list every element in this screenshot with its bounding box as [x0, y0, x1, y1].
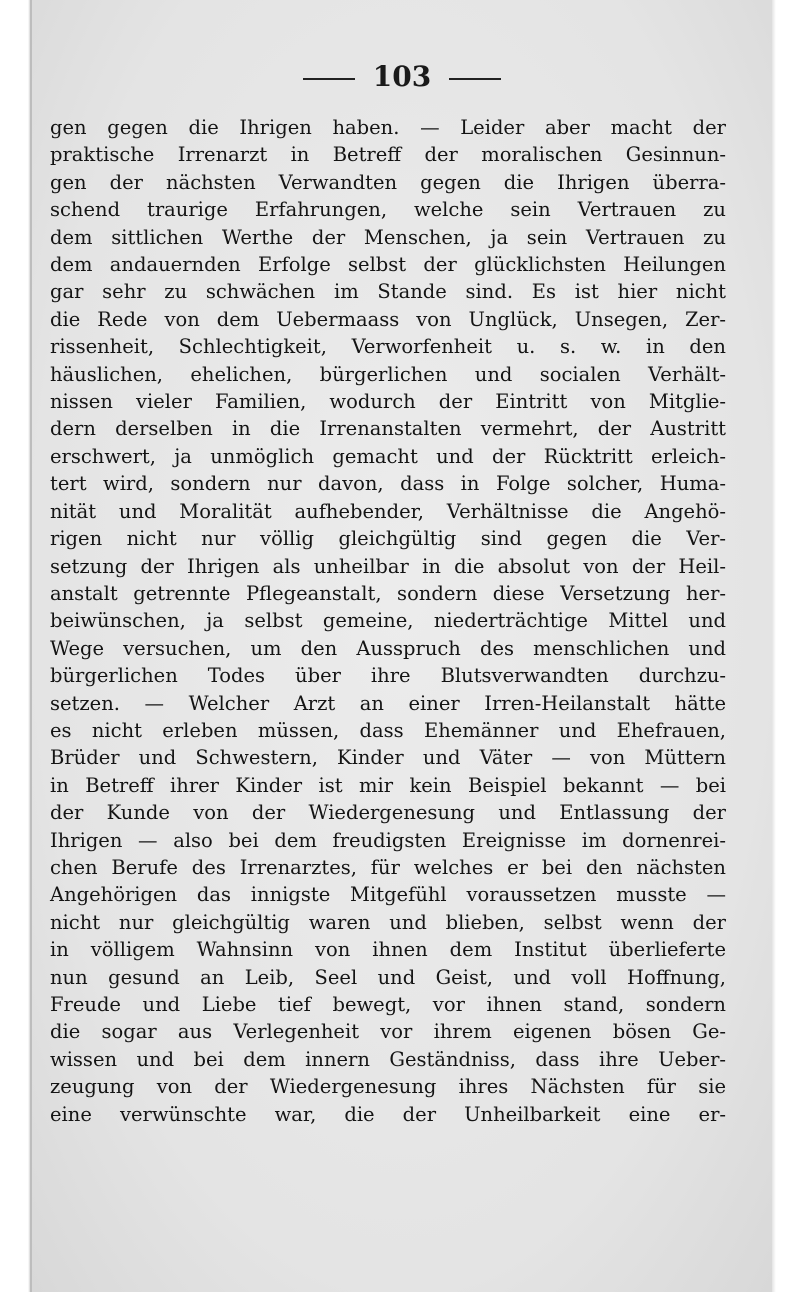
text-line: schend traurige Erfahrungen, welche sein Vertrauen zu: [50, 198, 726, 222]
text-line: die Rede von dem Uebermaass von Unglück, Unsegen, Zer-: [50, 307, 726, 331]
text-line: der Kunde von der Wiedergenesung und Entlassung der: [50, 801, 726, 825]
text-line: Ihrigen — also bei dem freudigsten Ereignisse im dornenrei-: [50, 828, 726, 852]
text-line: bürgerlichen Todes über ihre Blutsverwandten durchzu-: [50, 664, 726, 688]
text-line: setzen. — Welcher Arzt an einer Irren-Heilanstalt hätte: [50, 691, 726, 715]
text-line: häuslichen, ehelichen, bürgerlichen und socialen Verhält-: [50, 362, 726, 386]
text-line: gen der nächsten Verwandten gegen die Ihrigen überra-: [50, 170, 726, 194]
text-line: praktische Irrenarzt in Betreff der moralischen Gesinnun-: [50, 143, 726, 167]
text-line: chen Berufe des Irrenarztes, für welches er bei den nächsten: [50, 855, 726, 879]
text-line: gen gegen die Ihrigen haben. — Leider aber macht der: [50, 116, 726, 139]
text-line: dern derselben in die Irrenanstalten vermehrt, der Austritt: [50, 417, 726, 441]
text-line: dem sittlichen Werthe der Menschen, ja sein Vertrauen zu: [50, 225, 726, 249]
text-line: rigen nicht nur völlig gleichgültig sind gegen die Ver-: [50, 527, 726, 551]
text-line: wissen und bei dem innern Geständniss, dass ihre Ueber-: [50, 1047, 726, 1071]
book-page: [30, 0, 772, 1292]
page-header: [32, 60, 772, 100]
text-line: dem andauernden Erfolge selbst der glücklichsten Heilungen: [50, 253, 726, 277]
text-line: es nicht erleben müssen, dass Ehemänner und Ehefrauen,: [50, 718, 726, 742]
text-line: erschwert, ja unmöglich gemacht und der Rücktritt erleich-: [50, 444, 726, 468]
text-line: Wege versuchen, um den Ausspruch des menschlichen und: [50, 636, 726, 660]
text-line: Brüder und Schwestern, Kinder und Väter — von Müttern: [50, 746, 726, 770]
header-rule-left: [303, 78, 355, 80]
text-line: nun gesund an Leib, Seel und Geist, und voll Hoffnung,: [50, 965, 726, 989]
text-line: gar sehr zu schwächen im Stande sind. Es ist hier nicht: [50, 280, 726, 304]
page-number: 103: [372, 60, 432, 93]
text-line: die sogar aus Verlegenheit vor ihrem eigenen bösen Ge-: [50, 1020, 726, 1044]
text-line: zeugung von der Wiedergenesung ihres Nächsten für sie: [50, 1075, 726, 1099]
text-line: anstalt getrennte Pflegeanstalt, sondern diese Versetzung her-: [50, 581, 726, 605]
text-line: nissen vieler Familien, wodurch der Eintritt von Mitglie-: [50, 390, 726, 414]
text-line: tert wird, sondern nur davon, dass in Folge solcher, Huma-: [50, 472, 726, 496]
header-rule-right: [449, 78, 501, 80]
text-line: nicht nur gleichgültig waren und blieben, selbst wenn der: [50, 910, 726, 934]
text-line: in völligem Wahnsinn von ihnen dem Institut überlieferte: [50, 938, 726, 962]
text-line: beiwünschen, ja selbst gemeine, niederträchtige Mittel und: [50, 609, 726, 633]
text-line: eine verwünschte war, die der Unheilbarkeit eine er-: [50, 1102, 726, 1126]
text-line: nität und Moralität aufhebender, Verhältnisse die Angehö-: [50, 499, 726, 523]
text-line: in Betreff ihrer Kinder ist mir kein Beispiel bekannt — bei: [50, 773, 726, 797]
text-line: Angehörigen das innigste Mitgefühl voraussetzen musste —: [50, 883, 726, 907]
body-text: [50, 114, 726, 1128]
text-line: Freude und Liebe tief bewegt, vor ihnen stand, sondern: [50, 993, 726, 1016]
text-line: rissenheit, Schlechtigkeit, Verworfenheit u. s. w. in den: [50, 335, 726, 359]
text-line: setzung der Ihrigen als unheilbar in die absolut von der Heil-: [50, 554, 726, 578]
